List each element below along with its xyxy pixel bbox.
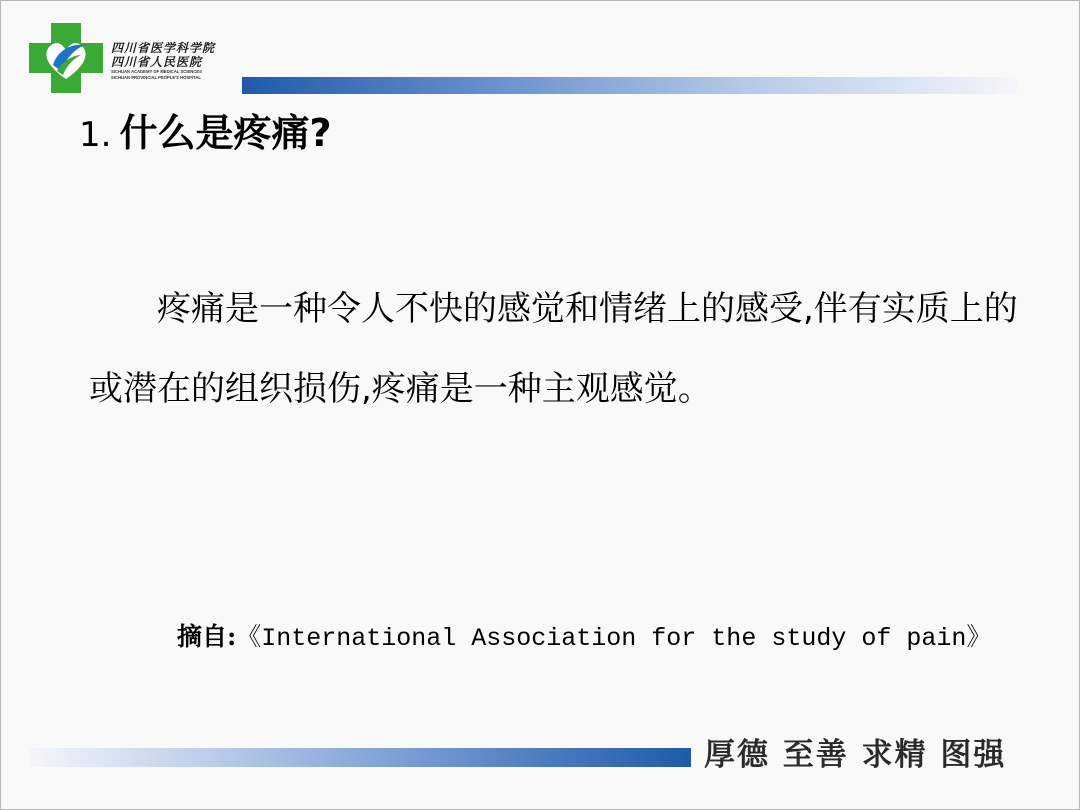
hospital-logo [27,21,105,95]
slide-title [79,107,332,161]
definition-paragraph [89,269,1029,429]
source-citation [177,617,991,659]
header-gradient-bar [242,77,1017,94]
institution-name-en-2: SICHUAN PROVINCIAL PEOPLE'S HOSPITAL [111,74,201,80]
title-text: 什么是疼痛? [119,111,332,155]
definition-text: 疼痛是一种令人不快的感觉和情绪上的感受,伴有实质上的或潜在的组织损伤,疼痛是一种主观感觉。 [89,289,1018,409]
institution-name-cn-1: 四川省医学科学院 [111,41,216,55]
institution-name-cn-2: 四川省人民医院 [111,55,203,69]
source-label: 摘自: [177,622,237,651]
institution-name-en-1: SICHUAN ACADEMY OF MEDICAL SCIENCES [111,69,202,74]
source-reference: 《International Association for the study of pain》 [236,624,992,653]
institution-names [111,41,236,80]
footer-gradient-bar [29,748,691,767]
hospital-motto: 厚德 至善 求精 图强 [704,737,1007,773]
title-number: 1. [79,115,112,155]
